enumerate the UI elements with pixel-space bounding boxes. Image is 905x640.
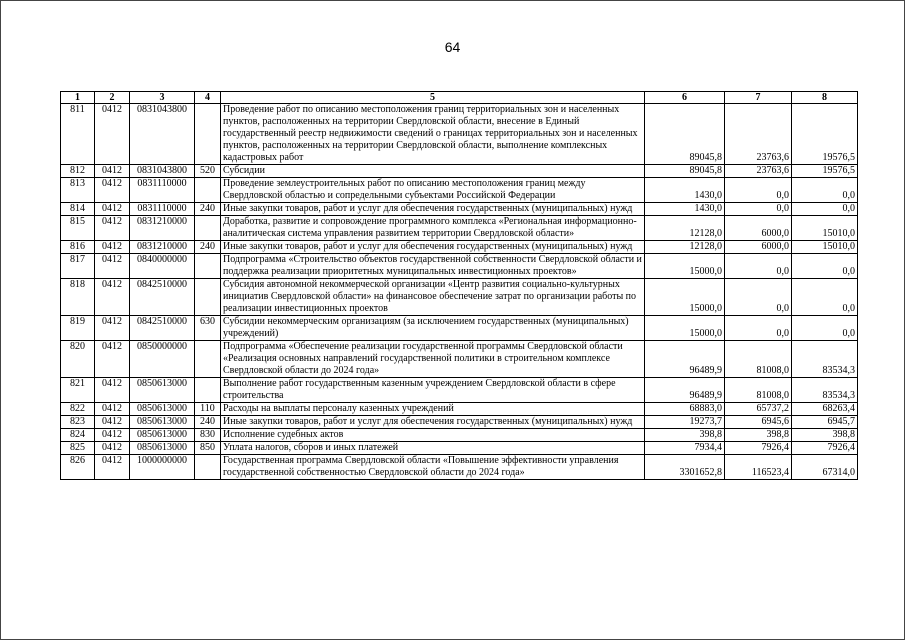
column-header: 2 bbox=[95, 92, 130, 104]
target-article-code: 0850613000 bbox=[130, 429, 195, 442]
amount-year-1: 12128,0 bbox=[645, 216, 725, 241]
section-code: 0412 bbox=[95, 241, 130, 254]
expense-type-code: 240 bbox=[195, 241, 221, 254]
amount-year-2: 0,0 bbox=[725, 279, 792, 316]
amount-year-3: 0,0 bbox=[792, 316, 858, 341]
amount-year-3: 0,0 bbox=[792, 254, 858, 279]
row-description: Проведение землеустроительных работ по описанию местоположения границ между Свердловской областью и сопредельными субъектами Российской Федерации bbox=[221, 178, 645, 203]
amount-year-1: 12128,0 bbox=[645, 241, 725, 254]
row-description: Уплата налогов, сборов и иных платежей bbox=[221, 442, 645, 455]
amount-year-2: 23763,6 bbox=[725, 165, 792, 178]
amount-year-2: 0,0 bbox=[725, 316, 792, 341]
row-number: 826 bbox=[61, 455, 95, 480]
amount-year-3: 7926,4 bbox=[792, 442, 858, 455]
row-number: 816 bbox=[61, 241, 95, 254]
table-row bbox=[61, 403, 858, 416]
table-row bbox=[61, 416, 858, 429]
row-description: Выполнение работ государственным казенным учреждением Свердловской области в сфере строительства bbox=[221, 378, 645, 403]
row-number: 825 bbox=[61, 442, 95, 455]
column-header: 5 bbox=[221, 92, 645, 104]
table-row bbox=[61, 254, 858, 279]
section-code: 0412 bbox=[95, 429, 130, 442]
section-code: 0412 bbox=[95, 442, 130, 455]
amount-year-2: 23763,6 bbox=[725, 104, 792, 165]
column-header: 7 bbox=[725, 92, 792, 104]
amount-year-1: 1430,0 bbox=[645, 178, 725, 203]
target-article-code: 1000000000 bbox=[130, 455, 195, 480]
row-number: 823 bbox=[61, 416, 95, 429]
amount-year-2: 116523,4 bbox=[725, 455, 792, 480]
section-code: 0412 bbox=[95, 378, 130, 403]
table-row bbox=[61, 165, 858, 178]
table-row bbox=[61, 216, 858, 241]
target-article-code: 0831043800 bbox=[130, 165, 195, 178]
row-number: 821 bbox=[61, 378, 95, 403]
amount-year-3: 68263,4 bbox=[792, 403, 858, 416]
target-article-code: 0831043800 bbox=[130, 104, 195, 165]
amount-year-3: 15010,0 bbox=[792, 216, 858, 241]
row-number: 814 bbox=[61, 203, 95, 216]
section-code: 0412 bbox=[95, 416, 130, 429]
expense-type-code bbox=[195, 378, 221, 403]
row-description: Субсидии некоммерческим организациям (за исключением государственных (муниципальных) учреждений) bbox=[221, 316, 645, 341]
row-number: 811 bbox=[61, 104, 95, 165]
budget-table bbox=[60, 91, 858, 480]
target-article-code: 0831110000 bbox=[130, 178, 195, 203]
table-row bbox=[61, 178, 858, 203]
expense-type-code bbox=[195, 104, 221, 165]
amount-year-1: 89045,8 bbox=[645, 165, 725, 178]
table-row bbox=[61, 241, 858, 254]
row-number: 815 bbox=[61, 216, 95, 241]
amount-year-1: 398,8 bbox=[645, 429, 725, 442]
expense-type-code: 520 bbox=[195, 165, 221, 178]
target-article-code: 0850613000 bbox=[130, 403, 195, 416]
row-description: Субсидии bbox=[221, 165, 645, 178]
table-row bbox=[61, 455, 858, 480]
target-article-code: 0831210000 bbox=[130, 241, 195, 254]
amount-year-2: 65737,2 bbox=[725, 403, 792, 416]
row-number: 812 bbox=[61, 165, 95, 178]
section-code: 0412 bbox=[95, 104, 130, 165]
amount-year-2: 7926,4 bbox=[725, 442, 792, 455]
amount-year-1: 3301652,8 bbox=[645, 455, 725, 480]
section-code: 0412 bbox=[95, 316, 130, 341]
expense-type-code: 630 bbox=[195, 316, 221, 341]
row-description: Иные закупки товаров, работ и услуг для обеспечения государственных (муниципальных) нужд bbox=[221, 203, 645, 216]
amount-year-2: 0,0 bbox=[725, 203, 792, 216]
amount-year-1: 15000,0 bbox=[645, 254, 725, 279]
column-header: 1 bbox=[61, 92, 95, 104]
row-number: 819 bbox=[61, 316, 95, 341]
row-number: 822 bbox=[61, 403, 95, 416]
table-row bbox=[61, 442, 858, 455]
column-header: 4 bbox=[195, 92, 221, 104]
target-article-code: 0850613000 bbox=[130, 378, 195, 403]
target-article-code: 0850000000 bbox=[130, 341, 195, 378]
amount-year-3: 67314,0 bbox=[792, 455, 858, 480]
section-code: 0412 bbox=[95, 203, 130, 216]
expense-type-code bbox=[195, 178, 221, 203]
section-code: 0412 bbox=[95, 216, 130, 241]
table-row bbox=[61, 203, 858, 216]
row-number: 817 bbox=[61, 254, 95, 279]
amount-year-1: 96489,9 bbox=[645, 341, 725, 378]
amount-year-2: 398,8 bbox=[725, 429, 792, 442]
expense-type-code: 240 bbox=[195, 203, 221, 216]
column-header: 6 bbox=[645, 92, 725, 104]
row-description: Иные закупки товаров, работ и услуг для обеспечения государственных (муниципальных) нужд bbox=[221, 416, 645, 429]
expense-type-code: 850 bbox=[195, 442, 221, 455]
target-article-code: 0850613000 bbox=[130, 416, 195, 429]
row-description: Субсидия автономной некоммерческой организации «Центр развития социально-культурных инициатив Свердловской области» на финансовое обеспечение затрат по организации работы по реализации инвестиционных проектов bbox=[221, 279, 645, 316]
table-row bbox=[61, 378, 858, 403]
table-header-row bbox=[61, 92, 858, 104]
amount-year-3: 398,8 bbox=[792, 429, 858, 442]
column-header: 3 bbox=[130, 92, 195, 104]
expense-type-code: 110 bbox=[195, 403, 221, 416]
row-description: Доработка, развитие и сопровождение программного комплекса «Региональная информационно-аналитическая система управления развитием территории Свердловской области» bbox=[221, 216, 645, 241]
amount-year-1: 96489,9 bbox=[645, 378, 725, 403]
section-code: 0412 bbox=[95, 279, 130, 316]
target-article-code: 0831110000 bbox=[130, 203, 195, 216]
amount-year-3: 83534,3 bbox=[792, 378, 858, 403]
amount-year-2: 0,0 bbox=[725, 178, 792, 203]
section-code: 0412 bbox=[95, 254, 130, 279]
expense-type-code bbox=[195, 341, 221, 378]
amount-year-3: 19576,5 bbox=[792, 104, 858, 165]
amount-year-1: 1430,0 bbox=[645, 203, 725, 216]
amount-year-1: 15000,0 bbox=[645, 279, 725, 316]
amount-year-2: 0,0 bbox=[725, 254, 792, 279]
amount-year-1: 19273,7 bbox=[645, 416, 725, 429]
amount-year-3: 0,0 bbox=[792, 203, 858, 216]
amount-year-3: 15010,0 bbox=[792, 241, 858, 254]
row-description: Расходы на выплаты персоналу казенных учреждений bbox=[221, 403, 645, 416]
expense-type-code bbox=[195, 455, 221, 480]
amount-year-1: 89045,8 bbox=[645, 104, 725, 165]
row-number: 818 bbox=[61, 279, 95, 316]
section-code: 0412 bbox=[95, 455, 130, 480]
expense-type-code bbox=[195, 254, 221, 279]
amount-year-1: 7934,4 bbox=[645, 442, 725, 455]
section-code: 0412 bbox=[95, 165, 130, 178]
row-description: Иные закупки товаров, работ и услуг для обеспечения государственных (муниципальных) нужд bbox=[221, 241, 645, 254]
row-description: Государственная программа Свердловской области «Повышение эффективности управления государственной собственностью Свердловской области до 2024 года» bbox=[221, 455, 645, 480]
table-row bbox=[61, 429, 858, 442]
target-article-code: 0840000000 bbox=[130, 254, 195, 279]
expense-type-code bbox=[195, 216, 221, 241]
page-number: 64 bbox=[444, 39, 461, 55]
column-header: 8 bbox=[792, 92, 858, 104]
section-code: 0412 bbox=[95, 403, 130, 416]
amount-year-3: 6945,7 bbox=[792, 416, 858, 429]
amount-year-1: 15000,0 bbox=[645, 316, 725, 341]
section-code: 0412 bbox=[95, 178, 130, 203]
expense-type-code bbox=[195, 279, 221, 316]
row-description: Проведение работ по описанию местоположения границ территориальных зон и населенных пунктов, расположенных на территории Свердловской области, внесение в Единый государственный реестр недвижимости сведений о границах территориальных зон и населенных пунктов, расположенных на территории Свердловской области, выполнение комплексных кадастровых работ bbox=[221, 104, 645, 165]
row-number: 820 bbox=[61, 341, 95, 378]
row-description: Подпрограмма «Строительство объектов государственной собственности Свердловской области и поддержка реализации приоритетных муниципальных инвестиционных проектов» bbox=[221, 254, 645, 279]
amount-year-3: 83534,3 bbox=[792, 341, 858, 378]
table-row bbox=[61, 341, 858, 378]
table-row bbox=[61, 104, 858, 165]
target-article-code: 0842510000 bbox=[130, 279, 195, 316]
amount-year-3: 19576,5 bbox=[792, 165, 858, 178]
row-number: 824 bbox=[61, 429, 95, 442]
row-description: Подпрограмма «Обеспечение реализации государственной программы Свердловской области «Реализация основных направлений государственной политики в строительном комплексе Свердловской области до 2024 года» bbox=[221, 341, 645, 378]
amount-year-2: 81008,0 bbox=[725, 378, 792, 403]
amount-year-2: 6945,6 bbox=[725, 416, 792, 429]
row-description: Исполнение судебных актов bbox=[221, 429, 645, 442]
amount-year-2: 6000,0 bbox=[725, 241, 792, 254]
row-number: 813 bbox=[61, 178, 95, 203]
amount-year-2: 81008,0 bbox=[725, 341, 792, 378]
expense-type-code: 830 bbox=[195, 429, 221, 442]
target-article-code: 0842510000 bbox=[130, 316, 195, 341]
target-article-code: 0850613000 bbox=[130, 442, 195, 455]
table-row bbox=[61, 279, 858, 316]
amount-year-3: 0,0 bbox=[792, 279, 858, 316]
amount-year-3: 0,0 bbox=[792, 178, 858, 203]
target-article-code: 0831210000 bbox=[130, 216, 195, 241]
table-row bbox=[61, 316, 858, 341]
amount-year-2: 6000,0 bbox=[725, 216, 792, 241]
amount-year-1: 68883,0 bbox=[645, 403, 725, 416]
expense-type-code: 240 bbox=[195, 416, 221, 429]
section-code: 0412 bbox=[95, 341, 130, 378]
